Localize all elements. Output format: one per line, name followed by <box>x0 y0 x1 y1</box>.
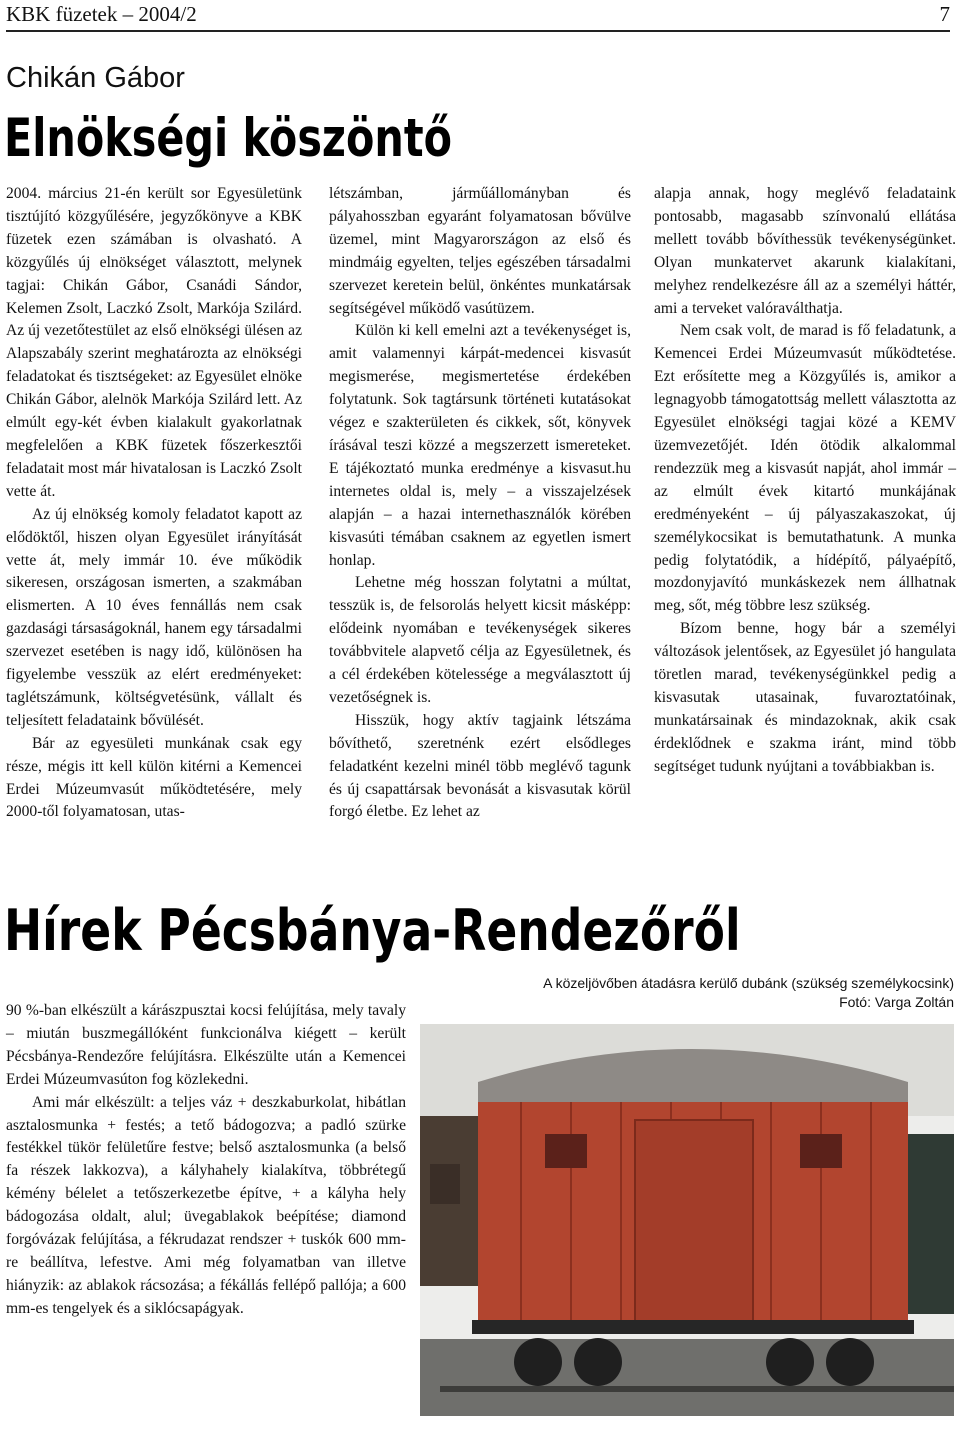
text-column-1 <box>6 183 302 824</box>
shop-floor <box>420 1339 954 1416</box>
photo-caption: A közeljövőben átadásra kerülő dubánk (szükség személykocsink) <box>543 975 954 991</box>
wagon-window <box>545 1134 587 1168</box>
text-column-3 <box>654 183 956 779</box>
wagon-underframe <box>472 1320 914 1334</box>
paragraph: Ami már elkészült: a teljes váz + deszkaburkolat, hibátlan asztalosmunka + festés; a tető bádogozva; a padló szürke festékkel tükör felületűre festve; belső asztalosmunka (a belső fa részek lakkozva), a kályhahely kialakítva, többrétegű kémény bélelet a tetőszerkezetbe építve, + a kályha hely bádogozása oldalt, alul; üvegablakok beépítése; diamond forgóvázak felújítása, a fékrudazat rendszer + tuskók 600 mm-re beállítva, lefestve. Ami még folyamatban van illetve hiányzik: az ablakok rácsozása; a fékállás fellépő pallója; a 600 mm-es tengelyek és a siklócsapágyak. <box>6 1093 406 1317</box>
wagon-wheel <box>574 1338 622 1386</box>
paragraph: 90 %-ban elkészült a kárászpusztai kocsi felújítása, mely tavaly – miután buszmegállóként funkcionálva kiégett – került Pécsbánya-Rendezőre felújításra. Elkészülte után a Kemencei Erdei Múzeumvasúton fog közlekedni. <box>6 1002 406 1088</box>
rail-track <box>440 1386 954 1392</box>
page-header <box>6 0 950 32</box>
background-wagon-door <box>430 1164 460 1204</box>
railway-wagon-photo <box>420 1024 954 1416</box>
paragraph: Bár az egyesületi munkának csak egy része, mégis itt kell külön kitérni a Kemencei Erdei Múzeumvasút működtetésére, mely 2000-től folyamatosan, utas- <box>6 734 302 821</box>
paragraph: alapja annak, hogy meglévő feladataink pontosabb, magasabb színvonalú ellátása mellett tovább bővíthessük tevékenységünket. Olyan munkatervet akarunk kialakítani, melyhez rendelkezésre áll az a személyi háttér, ami a terveket valóraválthatja. <box>654 185 956 317</box>
paragraph: Külön ki kell emelni azt a tevékenységet is, amit valamennyi kárpát-medencei kisvasút megismerése, megismertetése érdekében folytatunk. Sok tagtársunk történeti kutatásokat végez e szakterületen és cikkek, sőt, könyvek írásával teszi közzé a megszerzett ismereteket. E tájékoztató munka eredménye a kisvasut.hu internetes oldal is, mely – a visszajelzések alapján – a hazai internethasználók körében kisvasúti témában csaknem az egyetlen ismert honlap. <box>329 322 631 569</box>
wagon-wheel <box>826 1338 874 1386</box>
news-title: Hírek Pécsbánya-Rendezőről <box>4 898 741 964</box>
paragraph: Lehetne még hosszan folytatni a múltat, tesszük is, de felsorolás helyett kicsit másképp: elődeink nyomában e tevékenységek sikeres továbbvitele alapvető célja az Egyesületnek, és a cél érdekében kötelessége a megválasztott új vezetőségnek is. <box>329 574 631 706</box>
text-column-2 <box>329 183 631 824</box>
paragraph: Bízom benne, hogy bár a személyi változások jelentősek, az Egyesület jó hangulata töretlen marad, tevékenységünkkel pedig a kisvasutak utasainak, fuvaroztatóinak, munkatársainak és mindazoknak, akik csak érdeklődnek e szakma iránt, mind több segítséget tudunk nyújtani a továbbiakban is. <box>654 620 956 775</box>
page-number: 7 <box>939 2 950 26</box>
article-author: Chikán Gábor <box>6 62 185 94</box>
paragraph: 2004. március 21-én került sor Egyesületünk tisztújító közgyűlésére, jegyzőkönyve a KBK füzetek ezen számában is olvasható. A közgyűlés új elnökséget választott, melynek tagjai: Chikán Gábor, Csanádi Sándor, Kelemen Zsolt, Laczkó Zsolt, Markója Szilárd. Az új vezetőtestület az első elnökségi ülésen az Alapszabály szerint meghatározta az elnökségi feladatokat és tisztségeket: az Egyesület elnöke Chikán Gábor, alelnök Markója Szilárd lett. Az elmúlt egy-két évben kialakult gyakorlatnak megfelelően a KBK füzetek főszerkesztői feladatait most már hivatalosan is Laczkó Zsolt vette át. <box>6 185 302 500</box>
photo-caption-block <box>454 974 954 1012</box>
paragraph: létszámban, járműállományban és pályahosszban egyaránt folyamatosan bővülve üzemel, mint Magyarországon az első és mindmáig egyelten, teljes egészében társadalmi szervezet keretein belül, önkéntes munkatársak segítségével működő vasútüzem. <box>329 185 631 317</box>
wagon-sliding-door <box>635 1120 753 1324</box>
wagon-wheel <box>514 1338 562 1386</box>
wagon-wheel <box>766 1338 814 1386</box>
paragraph: Az új elnökség komoly feladatot kapott az elődöktől, hiszen olyan Egyesület irányítását vette át, mely immár 10. éve működik sikeresen, országosan ismerten, a szakmában elismerten. A 10 éves fennállás nem csak gazdasági társaságoknál, hanem egy társadalmi szervezet esetében is nagy idő, különösen ha figyelembe vesszük az elért eredményeket: taglétszámunk, költségvetésünk, vállalt és teljesített feladataink bővülését. <box>6 505 302 729</box>
photo-credit: Fotó: Varga Zoltán <box>839 994 954 1010</box>
paragraph: Hisszük, hogy aktív tagjaink létszáma bővíthető, szeretnénk ezért elsődleges feladatként kezelni minél több meglévő tagunk és új csapattársak bevonását a kisvasutak körül forgó életbe. Ez lehet az <box>329 711 631 821</box>
news-body <box>6 1000 406 1321</box>
paragraph: Nem csak volt, de marad is fő feladatunk, a Kemencei Erdei Múzeumvasút működtetése. Ezt erősítette meg a Közgyűlés is, amikor a legnagyobb támogatottság mellett választotta az Egyesület elnökségi tagjai közé a KEMV üzemvezetőjét. Idén ötödik alkalommal rendezzük meg a kisvasút napját, ahol immár – az elmúlt évek kitartó munkájának eredményeként – új pályaszakaszokat, új személykocsikat is bemutathatunk. A munka pedig folytatódik, a hídépítő, pályaépítő, mozdonyjavító munkáskezek nem állhatnak meg, sőt, még többre lesz szükség. <box>654 322 956 615</box>
article-title: Elnökségi köszöntő <box>4 108 452 169</box>
wagon-window <box>800 1134 842 1168</box>
publication-title: KBK füzetek – 2004/2 <box>6 2 197 26</box>
